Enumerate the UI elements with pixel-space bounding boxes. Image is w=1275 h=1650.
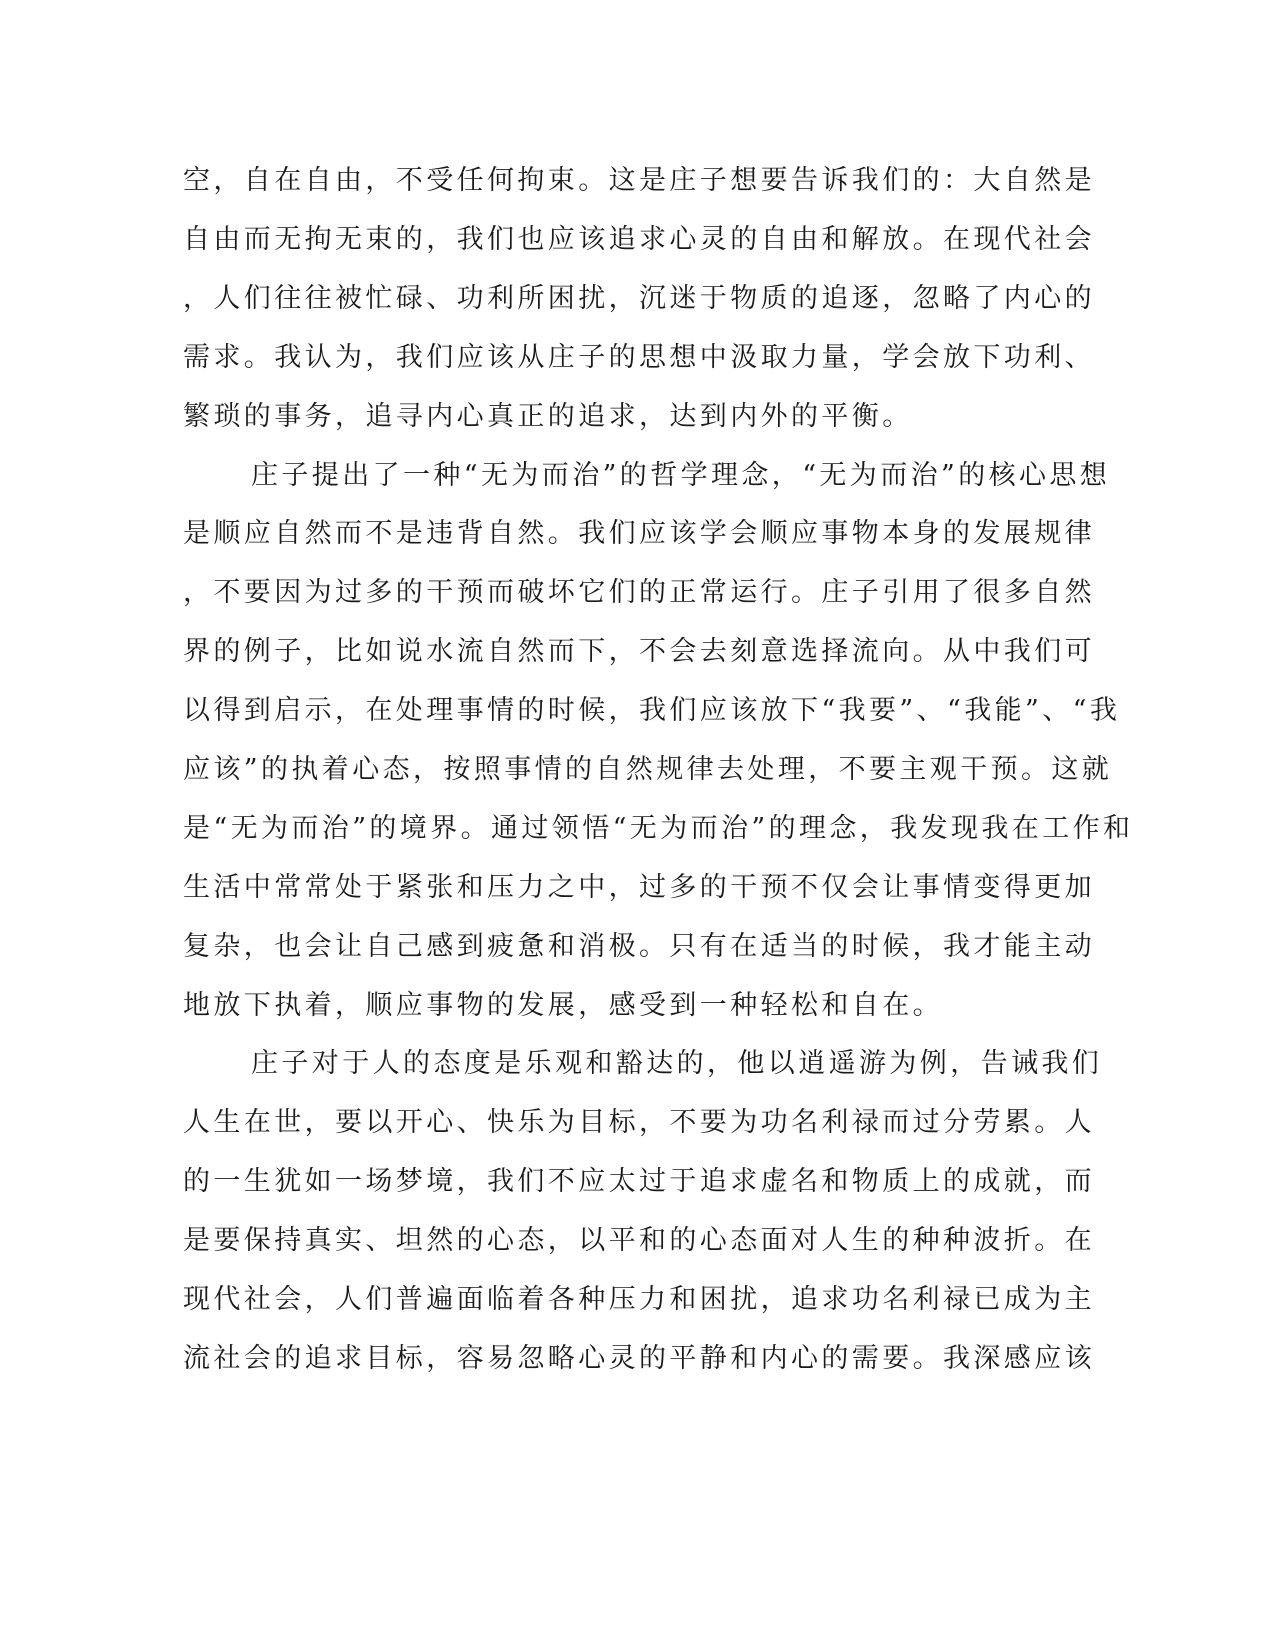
text-line: 的一生犹如一场梦境，我们不应太过于追求虚名和物质上的成就，而 — [183, 1166, 1095, 1197]
text-line: 庄子对于人的态度是乐观和豁达的，他以逍遥游为例，告诫我们 — [251, 1048, 1103, 1079]
text-line: ，人们往往被忙碌、功利所困扰，沉迷于物质的追逐，忽略了内心的 — [183, 283, 1095, 314]
text-line: 现代社会，人们普遍面临着各种压力和困扰，追求功名利禄已成为主 — [183, 1284, 1095, 1315]
text-line: 应该”的执着心态，按照事情的自然规律去处理，不要主观干预。这就 — [183, 754, 1113, 785]
text-line: 界的例子，比如说水流自然而下，不会去刻意选择流向。从中我们可 — [183, 636, 1095, 667]
text-line: 复杂，也会让自己感到疲惫和消极。只有在适当的时候，我才能主动 — [183, 931, 1095, 962]
text-line: 空，自在自由，不受任何拘束。这是庄子想要告诉我们的：大自然是 — [183, 165, 1095, 196]
text-line: ，不要因为过多的干预而破坏它们的正常运行。庄子引用了很多自然 — [183, 577, 1095, 608]
text-line: 繁琐的事务，追寻内心真正的追求，达到内外的平衡。 — [183, 401, 913, 432]
text-line: 是要保持真实、坦然的心态，以平和的心态面对人生的种种波折。在 — [183, 1225, 1095, 1256]
text-line: 以得到启示，在处理事情的时候，我们应该放下“我要”、“我能”、“我 — [183, 695, 1121, 726]
text-line: 自由而无拘无束的，我们也应该追求心灵的自由和解放。在现代社会 — [183, 224, 1095, 255]
text-line: 流社会的追求目标，容易忽略心灵的平静和内心的需要。我深感应该 — [183, 1343, 1095, 1374]
text-line: 庄子提出了一种“无为而治”的哲学理念，“无为而治”的核心思想 — [251, 460, 1111, 491]
text-line: 是“无为而治”的境界。通过领悟“无为而治”的理念，我发现我在工作和 — [183, 813, 1134, 844]
text-line: 生活中常常处于紧张和压力之中，过多的干预不仅会让事情变得更加 — [183, 872, 1095, 903]
text-line: 需求。我认为，我们应该从庄子的思想中汲取力量，学会放下功利、 — [183, 342, 1095, 373]
text-line: 人生在世，要以开心、快乐为目标，不要为功名利禄而过分劳累。人 — [183, 1107, 1095, 1138]
text-line: 是顺应自然而不是违背自然。我们应该学会顺应事物本身的发展规律 — [183, 518, 1095, 549]
text-line: 地放下执着，顺应事物的发展，感受到一种轻松和自在。 — [183, 990, 943, 1021]
